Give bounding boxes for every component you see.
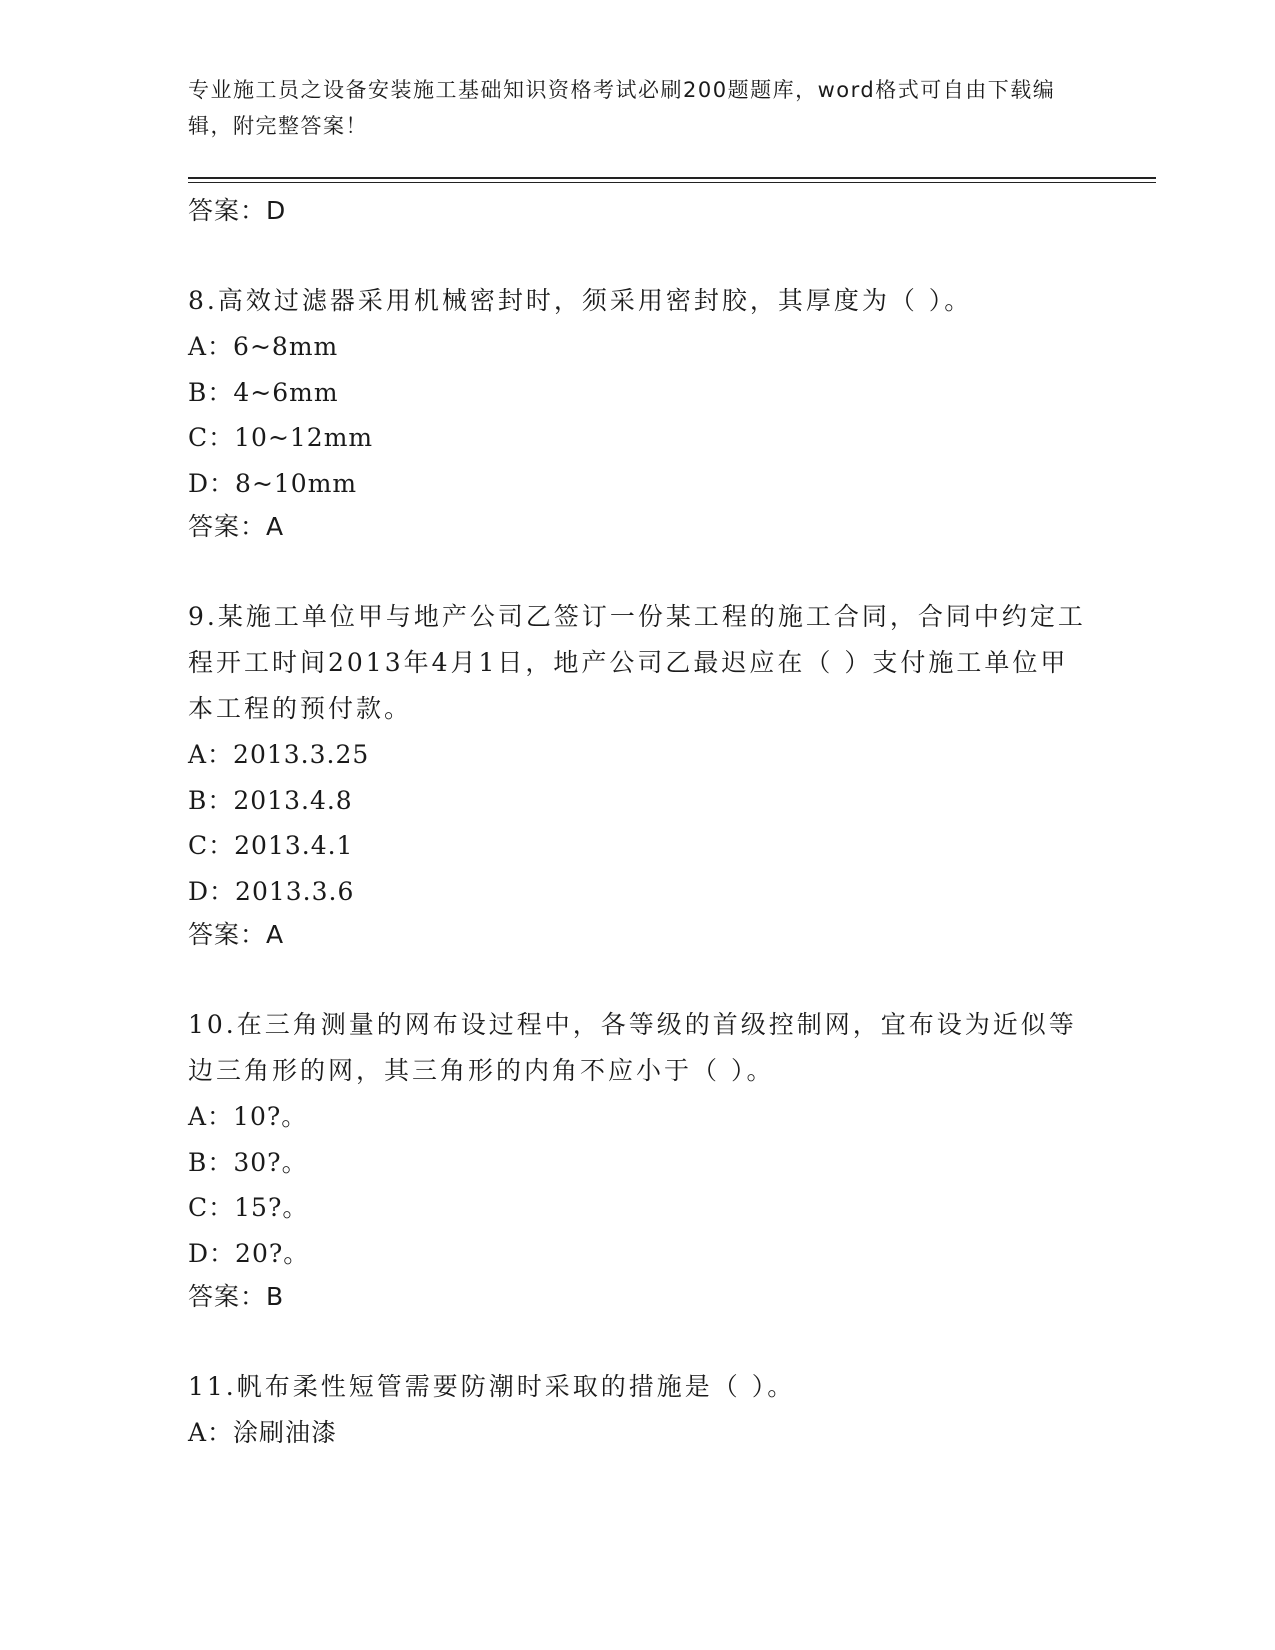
option-b: B：30?。 <box>188 1147 308 1177</box>
option-a: A：6~8mm <box>188 332 339 361</box>
option-a: A：2013.3.25 <box>188 740 370 769</box>
question-text: 11.帆布柔性短管需要防潮时采取的措施是（ ）。 <box>188 1372 796 1401</box>
answer-line: 答案：D <box>188 196 287 225</box>
option-d: D：8~10mm <box>188 468 358 498</box>
option-c: C：10~12mm <box>188 423 374 452</box>
option-a: A：涂刷油漆 <box>188 1418 338 1447</box>
option-b: B：2013.4.8 <box>188 785 353 815</box>
answer-line: 答案：A <box>188 512 285 541</box>
option-d: D：20?。 <box>188 1238 310 1268</box>
question-text: 10.在三角测量的网布设过程中，各等级的首级控制网，宜布设为近似等边三角形的网，其三角形的内角不应小于（ ）。 <box>188 1010 1077 1085</box>
answer-line: 答案：B <box>188 1282 285 1311</box>
header-rule-thin <box>188 182 1156 183</box>
document-header <box>188 72 1068 144</box>
question-text: 9.某施工单位甲与地产公司乙签订一份某工程的施工合同，合同中约定工程开工时间2013年4月1日，地产公司乙最迟应在（ ）支付施工单位甲本工程的预付款。 <box>188 602 1086 723</box>
spacer <box>188 548 1088 594</box>
header-title: 专业施工员之设备安装施工基础知识资格考试必刷200题题库，word格式可自由下载编辑，附完整答案！ <box>188 78 1056 138</box>
question-list <box>188 190 1088 1456</box>
option-b: B：4~6mm <box>188 377 339 407</box>
spacer <box>188 956 1088 1002</box>
option-c: C：15?。 <box>188 1193 309 1222</box>
spacer <box>188 1318 1088 1364</box>
answer-line: 答案：A <box>188 920 285 949</box>
question-text: 8.高效过滤器采用机械密封时，须采用密封胶，其厚度为（ ）。 <box>188 286 973 315</box>
option-d: D：2013.3.6 <box>188 876 355 906</box>
spacer <box>188 232 1088 278</box>
header-rule-thick <box>188 177 1156 179</box>
option-c: C：2013.4.1 <box>188 831 354 860</box>
option-a: A：10?。 <box>188 1102 308 1131</box>
